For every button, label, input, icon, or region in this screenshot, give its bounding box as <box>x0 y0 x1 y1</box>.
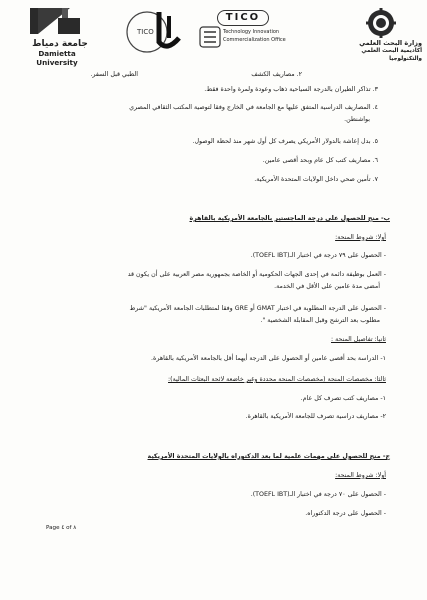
university-name-en: Damietta University <box>36 49 78 67</box>
section-b-allocation-2: ٢- مصاريف دراسية تصرف للجامعة الأمريكية بالقاهرة. <box>245 413 386 420</box>
section-b-allocations-title: ثالثا: مخصصات المنحة (مخصصات المنحة محددة وغير خاضعة لائحة البعثات المالية): <box>168 376 386 383</box>
item-2-left: الطبي قبل السفر. <box>90 71 138 78</box>
university-name-ar: جامعة دمياط <box>32 39 88 49</box>
academy-logo <box>340 8 422 62</box>
tico-title: TICO <box>217 10 269 26</box>
tico-logo <box>197 10 286 62</box>
section-c-heading: ج- منح للحصول على مهمات علمية لما بعد الدكتوراه بالولايات المتحدة الأمريكية <box>147 453 390 460</box>
page-number: Page ٤ of ٨ <box>46 525 77 531</box>
section-b-condition-3-line2: مطلوب بعد الترشح وقبل المقابلة الشخصية ". <box>260 317 380 324</box>
item-3: ٣. تذاكر الطيران بالدرجة السياحية ذهاب وعودة ولمرة واحدة فقط. <box>204 86 378 93</box>
tico-subtitle-2: Commercialization Office <box>223 37 286 43</box>
svg-text:TICO: TICO <box>137 28 154 36</box>
section-c-condition-2: - الحصول على درجة الدكتوراه. <box>305 510 386 517</box>
academy-name: أكاديمية البحث العلمي والتكنولوجيا <box>361 48 422 62</box>
section-b-allocation-1: ١- مصاريف كتب تصرف كل عام. <box>300 395 386 402</box>
section-b-conditions-title: أولا: شروط المنحة: <box>335 234 386 241</box>
section-b-heading: ب- منح للحصول على درجة الماجستير بالجامعة الأمريكية بالقاهرة <box>189 215 390 222</box>
tico-emblem-icon <box>199 26 221 48</box>
item-5: ٥. بدل إعاشة بالدولار الأمريكي يصرف كل أول شهر منذ لحظة الوصول. <box>192 138 378 145</box>
section-b-condition-2-line1: - العمل بوظيفة دائمة في إحدى الجهات الحكومية أو الخاصة بجمهورية مصر العربية على أن يكون قد <box>127 271 386 278</box>
academy-emblem-icon <box>364 8 398 38</box>
damietta-emblem-icon <box>18 6 96 38</box>
item-6: ٦. مصاريف كتب كل عام وبحد أقصى عامين. <box>262 157 378 164</box>
item-4-line1: ٤. المصاريف الدراسية المتفق عليها مع الجامعة في الخارج وفقا لتوصية المكتب الثقافي المصري <box>129 104 378 111</box>
section-b-details-title: ثانيا: تفاصيل المنحة : <box>330 336 386 343</box>
damietta-university-logo <box>18 6 96 67</box>
item-2: ٢. مصاريف الكشف <box>251 71 302 78</box>
tico-subtitle-1: Technology Innovation <box>223 29 280 35</box>
section-b-detail-1: ١- الدراسة بحد أقصى عامين أو الحصول على الدرجة أيهما أقل بالجامعة الأمريكية بالقاهرة. <box>151 355 386 362</box>
tico-circle-logo <box>125 8 183 60</box>
section-b-condition-2-line2: أمضى مدة عامين على الأقل في الخدمة. <box>274 283 380 290</box>
section-c-conditions-title: أولا: شروط المنحة: <box>335 472 386 479</box>
section-b-condition-3-line1: - الحصول على الدرجة المطلوبة في اختبار GMAT أو GRE وفقا لمتطلبات الجامعة الأمريكية "شرط <box>129 305 386 312</box>
innovation-swoosh-icon <box>125 8 183 60</box>
section-b-condition-1: - الحصول على ٧٩ درجة في اختبار الـ(TOEFL IBT). <box>250 252 386 259</box>
ministry-name: وزارة البحث العلمي <box>359 39 422 47</box>
section-c-condition-1: - الحصول على ٧٠ درجة في اختبار الـ(TOEFL IBT). <box>250 491 386 498</box>
item-4-line2: بواشنطن. <box>344 116 370 123</box>
item-7: ٧. تأمين صحي داخل الولايات المتحدة الأمريكية. <box>254 176 378 183</box>
